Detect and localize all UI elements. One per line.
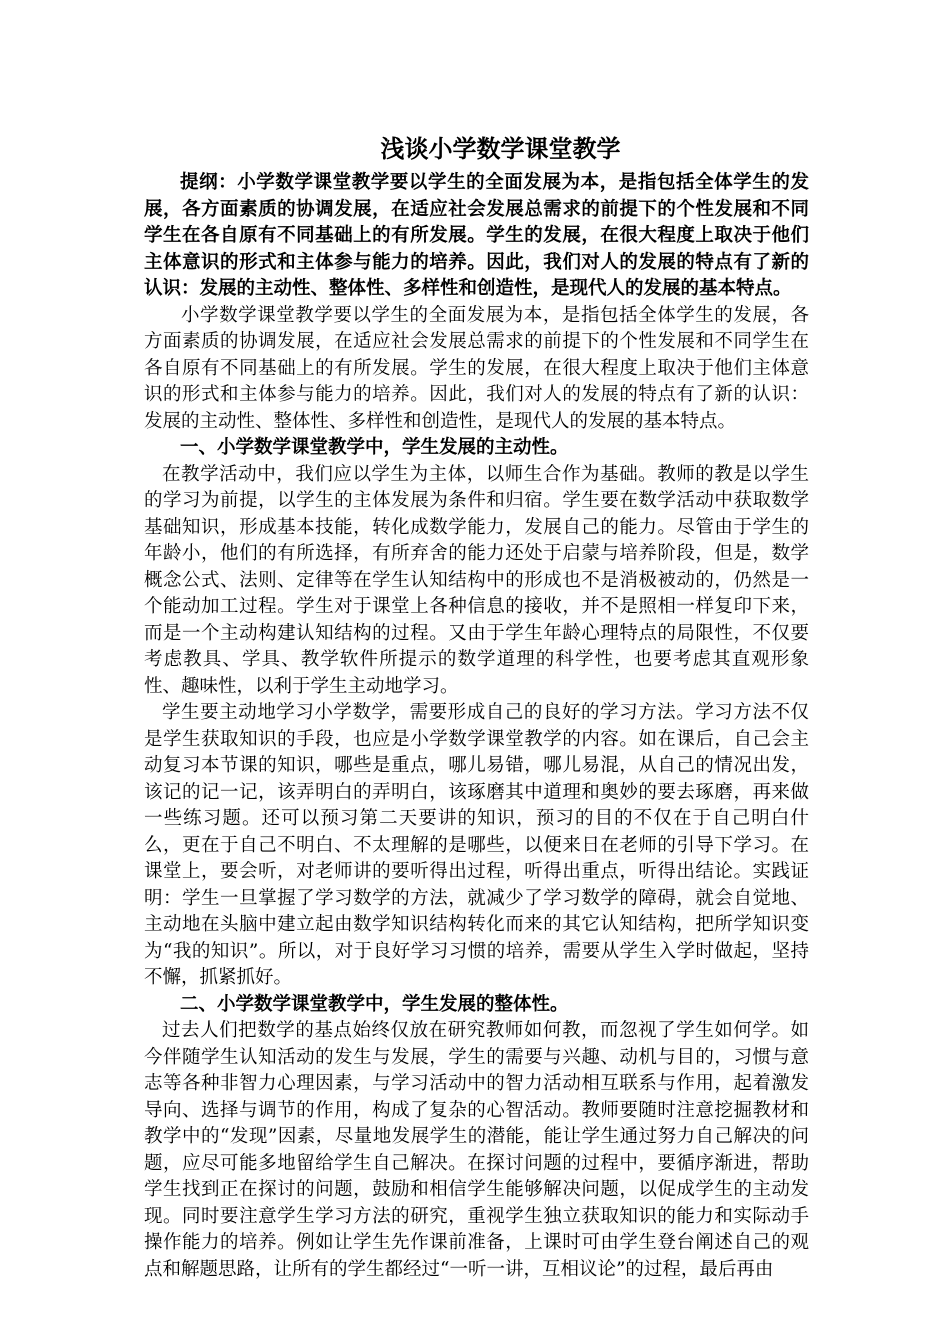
outline-paragraph: 提纲：小学数学课堂教学要以学生的全面发展为本，是指包括全体学生的发展，各方面素质的协调发展，在适应社会发展总需求的前提下的个性发展和不同学生在各自原有不同基础上的有所发展。学生的发展，在很大程度上取决于他们主体意识的形式和主体参与能力的培养。因此，我们对人的发展的特点有了新的认识：发展的主动性、整体性、多样性和创造性，是现代人的发展的基本特点。 — [144, 172, 809, 299]
section-2-heading: 二、小学数学课堂教学中，学生发展的整体性。 — [180, 993, 569, 1015]
document-title: 浅谈小学数学课堂教学 — [380, 134, 621, 163]
section-2-paragraph-1: 过去人们把数学的基点始终仅放在研究教师如何教，而忽视了学生如何学。如今伴随学生认知活动的发生与发展，学生的需要与兴趣、动机与目的，习惯与意志等各种非智力心理因素，与学习活动中的智力活动相互联系与作用，起着激发导向、选择与调节的作用，构成了复杂的心智活动。教师要随时注意挖掘教材和教学中的“发现”因素，尽量地发展学生的潜能，能让学生通过努力自己解决的问题，应尽可能多地留给学生自己解决。在探讨问题的过程中，要循序渐进，帮助学生找到正在探讨的问题，鼓励和相信学生能够解决问题，以促成学生的主动发现。同时要注意学生学习方法的研究，重视学生独立获取知识的能力和实际动手操作能力的培养。例如让学生先作课前准备，上课时可由学生登台阐述自己的观点和解题思路，让所有的学生都经过“一听一讲，互相议论”的过程，最后再由 — [144, 1020, 809, 1280]
intro-paragraph: 小学数学课堂教学要以学生的全面发展为本，是指包括全体学生的发展，各方面素质的协调发展，在适应社会发展总需求的前提下的个性发展和不同学生在各自原有不同基础上的有所发展。学生的发展，在很大程度上取决于他们主体意识的形式和主体参与能力的培养。因此，我们对人的发展的特点有了新的认识：发展的主动性、整体性、多样性和创造性，是现代人的发展的基本特点。 — [144, 304, 809, 432]
section-1-heading: 一、小学数学课堂教学中，学生发展的主动性。 — [180, 437, 569, 458]
document-page — [144, 128, 809, 1283]
section-1-paragraph-2: 学生要主动地学习小学数学，需要形成自己的良好的学习方法。学习方法不仅是学生获取知识的手段，也应是小学数学课堂教学的内容。如在课后，自己会主动复习本节课的知识，哪些是重点，哪儿易错，哪儿易混，从自己的情况出发，该记的记一记，该弄明白的弄明白，该琢磨其中道理和奥妙的要去琢磨，再来做一些练习题。还可以预习第二天要讲的知识，预习的目的不仅在于自己明白什么，更在于自己不明白、不太理解的是哪些，以便来日在老师的引导下学习。在课堂上，要会听，对老师讲的要听得出过程，听得出重点，听得出结论。实践证明：学生一旦掌握了学习数学的方法，就减少了学习数学的障碍，就会自觉地、主动地在头脑中建立起由数学知识结构转化而来的其它认知结构，把所学知识变为“我的知识”。所以，对于良好学习习惯的培养，需要从学生入学时做起，坚持不懈，抓紧抓好。 — [144, 702, 809, 988]
section-1-paragraph-1: 在教学活动中，我们应以学生为主体，以师生合作为基础。教师的教是以学生的学习为前提，以学生的主体发展为条件和归宿。学生要在数学活动中获取数学基础知识，形成基本技能，转化成数学能力，发展自己的能力。尽管由于学生的年龄小，他们的有所选择，有所弃舍的能力还处于启蒙与培养阶段，但是，数学概念公式、法则、定律等在学生认知结构中的形成也不是消极被动的，仍然是一个能动加工过程。学生对于课堂上各种信息的接收，并不是照相一样复印下来，而是一个主动构建认知结构的过程。又由于学生年龄心理特点的局限性，不仅要考虑教具、学具、教学软件所提示的数学道理的科学性，也要考虑其直观形象性、趣味性，以利于学生主动地学习。 — [144, 463, 809, 697]
